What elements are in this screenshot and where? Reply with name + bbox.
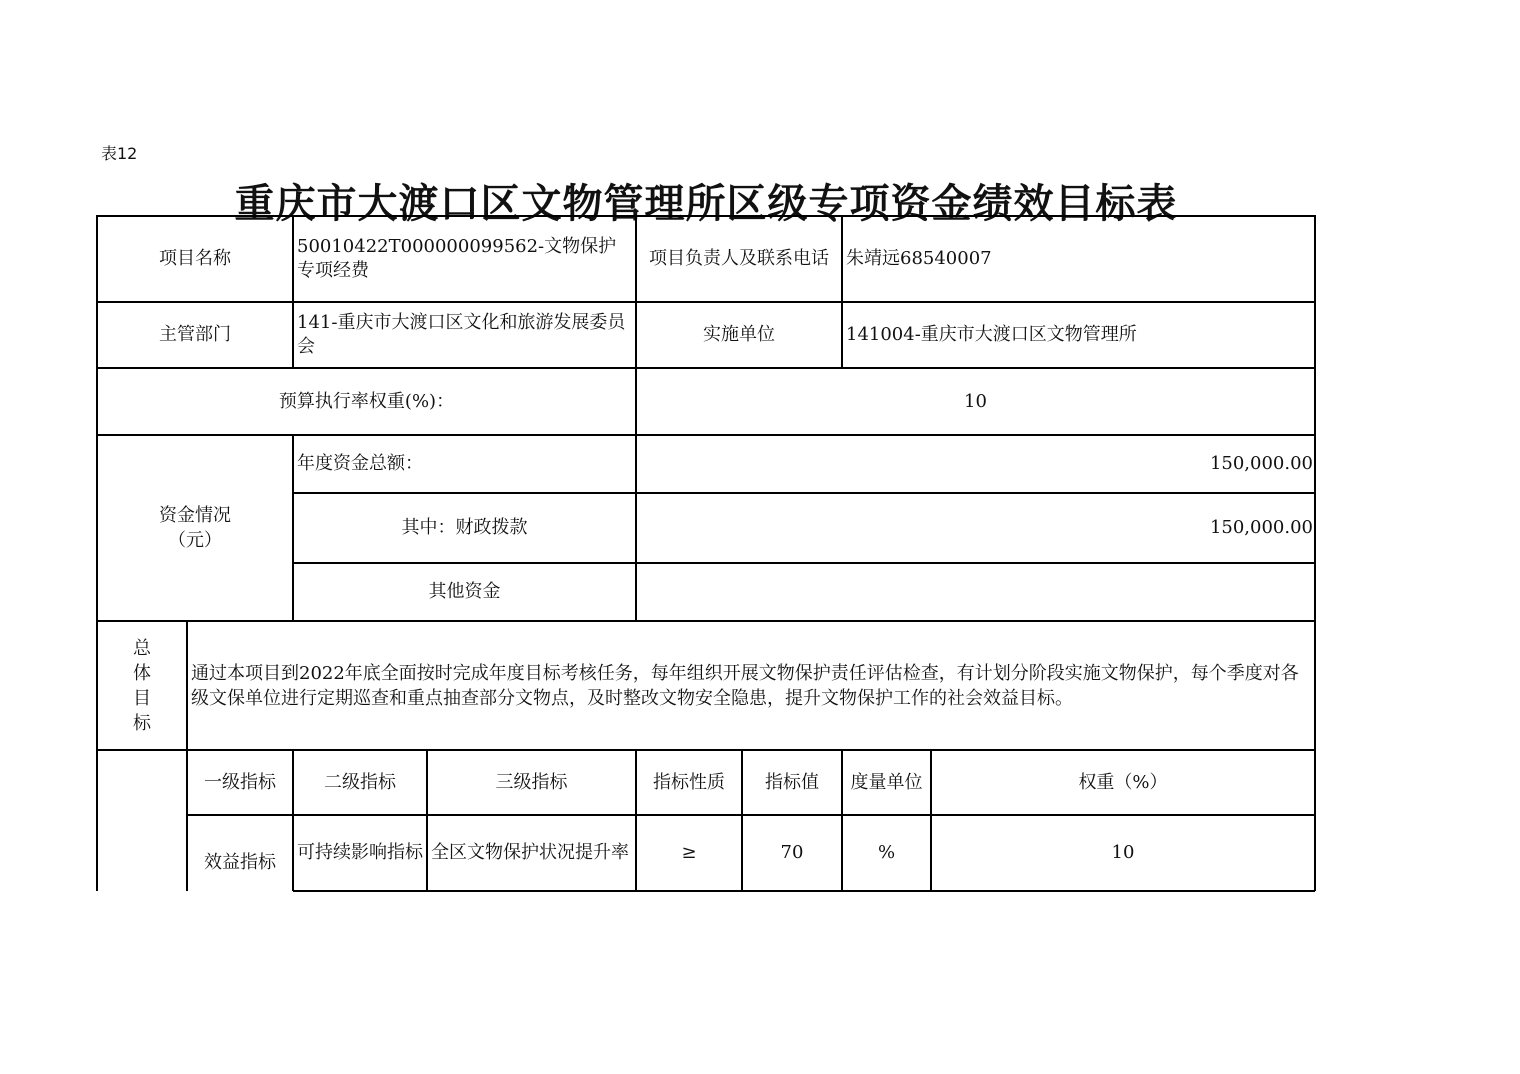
funds-fiscal-value: 150,000.00 <box>1209 517 1313 538</box>
table-number: 表12 <box>101 144 138 163</box>
budget-rate-label: 预算执行率权重(%)： <box>278 390 455 412</box>
funds-label-line1: 资金情况 <box>159 505 231 526</box>
funds-total-value: 150,000.00 <box>1209 453 1313 474</box>
funds-total-label: 年度资金总额： <box>297 453 423 474</box>
impl-unit-value: 141004-重庆市大渡口区文物管理所 <box>846 324 1137 345</box>
budget-rate-value: 10 <box>964 390 987 412</box>
row-level1: 效益指标 <box>204 851 276 873</box>
row-value: 70 <box>780 842 804 863</box>
project-name-label: 项目名称 <box>159 248 231 269</box>
overall-goal-char: 总 <box>133 637 151 659</box>
header-weight: 权重（%） <box>1078 771 1168 793</box>
funds-other-label: 其他资金 <box>428 581 501 602</box>
impl-unit-label: 实施单位 <box>703 324 775 345</box>
row-unit: % <box>877 842 896 863</box>
overall-goal-char: 目 <box>133 687 151 709</box>
dept-label: 主管部门 <box>159 324 231 345</box>
header-value: 指标值 <box>765 771 819 793</box>
funds-label-line2: （元） <box>168 530 222 551</box>
header-nature: 指标性质 <box>653 771 725 793</box>
page-title: 重庆市大渡口区文物管理所区级专项资金绩效目标表 <box>234 181 1178 227</box>
header-unit: 度量单位 <box>850 771 923 793</box>
dept-value: 141-重庆市大渡口区文化和旅游发展委员会 <box>297 312 626 357</box>
overall-goal-char: 体 <box>133 662 151 684</box>
header-level2: 二级指标 <box>324 771 396 793</box>
row-nature: ≥ <box>681 842 697 863</box>
row-level3: 全区文物保护状况提升率 <box>431 842 629 863</box>
funds-fiscal-label: 其中：财政拨款 <box>401 517 528 538</box>
overall-goal-char: 标 <box>133 712 151 734</box>
header-level1: 一级指标 <box>204 771 276 793</box>
project-contact-value: 朱靖远68540007 <box>846 248 992 269</box>
row-weight: 10 <box>1111 842 1135 863</box>
overall-goal-text: 通过本项目到2022年底全面按时完成年度目标考核任务，每年组织开展文物保护责任评估检查，有计划分阶段实施文物保护，每个季度对各级文保单位进行定期巡查和重点抽查部分文物点，及时整改文物安全隐患，提升文物保护工作的社会效益目标。 <box>191 662 1299 709</box>
row-level2: 可持续影响指标 <box>297 842 423 863</box>
project-contact-label: 项目负责人及联系电话 <box>649 248 829 269</box>
header-level3: 三级指标 <box>495 771 568 793</box>
project-name-value: 50010422T000000099562-文物保护专项经费 <box>297 236 617 281</box>
